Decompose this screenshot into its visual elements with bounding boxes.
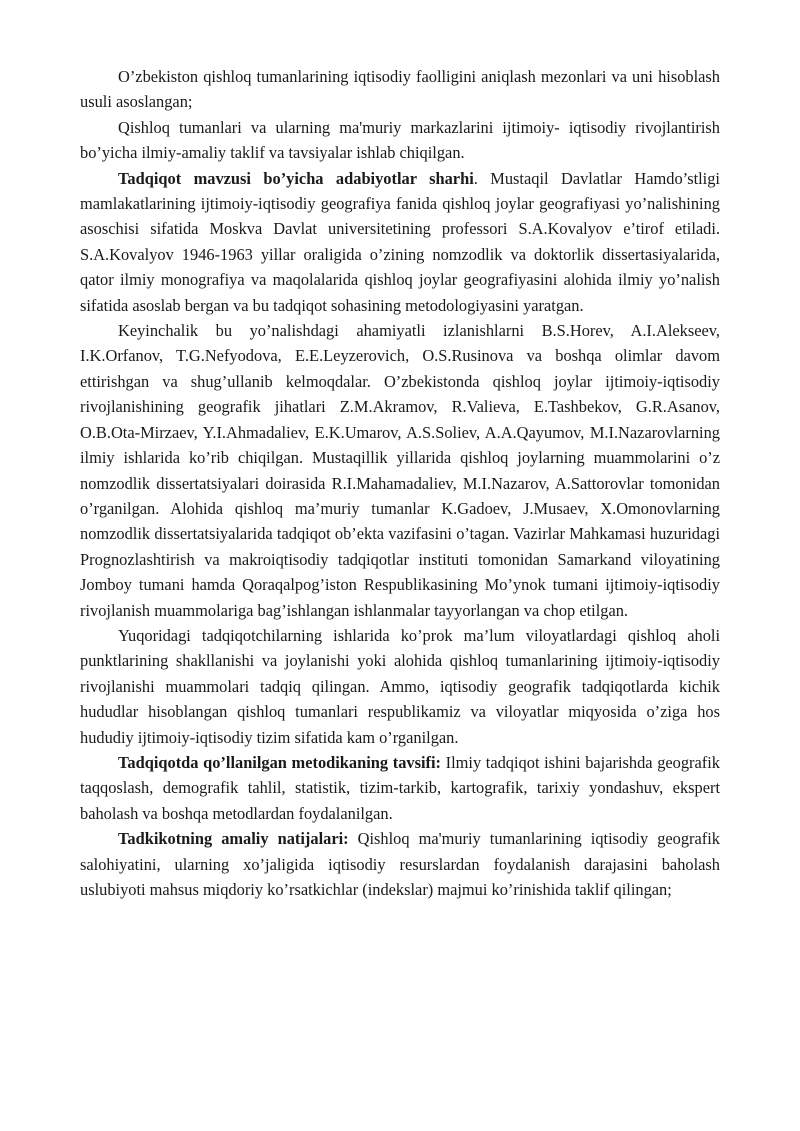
section-heading-practical-results: Tadkikotning amaliy natijalari: xyxy=(118,829,349,849)
paragraph-literature-review xyxy=(80,166,720,318)
paragraph-text: . Mustaqil Davlatlar Hamdo’stligi mamlakatlarining ijtimoiy-iqtisodiy geografiya fanida qishloq joylar geografiyasi yo’nalishining asoschisi sifatida Moskva Davlat universitetining professori S.A.Kovalyov e’tirof etiladi. S.A.Kovalyov 1946-1963 yillar oraligida o’zining nomzodlik va doktorlik dissertasiyalarida, qator ilmiy monografiya va maqolalarida qishloq joylar geografiyasini alohida ilmiy yo’nalish sifatida asoslab bergan va bu tadqiqot sohasining metodologiyasini yaratgan. xyxy=(80,168,720,315)
paragraph-text: Qishloq ma'muriy tumanlarining iqtisodiy geografik salohiyatini, ularning xo’jaligida iqtisodiy resurslardan foydalanish darajasini baholash uslubiyoti mahsus miqdoriy ko’rsatkichlar (indekslar) majmui ko’rinishida taklif qilingan; xyxy=(80,829,720,899)
paragraph-recommendations xyxy=(80,115,720,166)
paragraph-text: Qishloq tumanlari va ularning ma'muriy markazlarini ijtimoiy- iqtisodiy rivojlantirish bo’yicha ilmiy-amaliy taklif va tavsiyalar ishlab chiqilgan. xyxy=(80,117,720,163)
paragraph-text: Keyinchalik bu yo’nalishdagi ahamiyatli izlanishlarni B.S.Horev, A.I.Alekseev, I.K.Orfanov, T.G.Nefyodova, E.E.Leyzerovich, O.S.Rusinova va boshqa olimlar davom ettirishgan va shug’ullanib kelmoqdalar. O’zbekistonda qishloq joylar ijtimoiy-iqtisodiy rivojlanishining geografik jihatlari Z.M.Akramov, R.Valieva, E.Tashbekov, G.R.Asanov, O.B.Ota-Mirzaev, Y.I.Ahmadaliev, E.K.Umarov, A.S.Soliev, A.A.Qayumov, M.I.Nazarovlarning ilmiy ishlarida ko’rib chiqilgan. Mustaqillik yillarida qishloq joylarning muammolarini o’z nomzodlik dissertatsiyalari doirasida R.I.Mahamadaliev, M.I.Nazarov, A.Sattorovlar tomonidan o’rganilgan. Alohida qishloq ma’muriy tumanlar K.Gadoev, J.Musaev, X.Omonovlarning nomzodlik dissertatsiyalarida tadqiqot ob’ekta vazifasini o’tagan. Vazirlar Mahkamasi huzuridagi Prognozlashtirish va makroiqtisodiy tadqiqotlar instituti tomonidan Samarkand viloyatining Jomboy tumani hamda Qoraqalpog’iston Respublikasining Mo’ynok tumani ijtimoiy-iqtisodiy rivojlanish muammolariga bag’ishlangan ishlanmalar tayyorlangan va chop etilgan. xyxy=(80,321,720,620)
section-heading-literature-review: Tadqiqot mavzusi bo’yicha adabiyotlar sharhi xyxy=(118,168,474,188)
paragraph-methodology xyxy=(80,750,720,826)
paragraph-researchers xyxy=(80,318,720,623)
document-page xyxy=(80,64,720,902)
paragraph-text: Ilmiy tadqiqot ishini bajarishda geografik taqqoslash, demografik tahlil, statistik, tizim-tarkib, kartografik, tarixiy yondashuv, ekspert baholash va boshqa metodlardan foydalanilgan. xyxy=(80,752,720,823)
paragraph-practical-results xyxy=(80,826,720,902)
section-heading-methodology: Tadqiqotda qo’llanilgan metodikaning tavsifi: xyxy=(118,752,441,772)
paragraph-text: O’zbekiston qishloq tumanlarining iqtisodiy faolligini aniqlash mezonlari va uni hisoblash usuli asoslangan; xyxy=(80,67,720,112)
paragraph-text: Yuqoridagi tadqiqotchilarning ishlarida ko’prok ma’lum viloyatlardagi qishloq aholi punktlarining shakllanishi va joylanishi yoki alohida qishloq tumanlarining ijtimoiy-iqtisodiy rivojlanishi muammolari tadqiq qilingan. Ammo, iqtisodiy geografik tadqiqotlarda kichik hududlar hisoblangan qishloq tumanlari respublikamiz va viloyatlar miqyosida o’ziga hos hududiy ijtimoiy-iqtisodiy tizim sifatida kam o’rganilgan. xyxy=(80,625,720,747)
paragraph-criteria xyxy=(80,64,720,115)
paragraph-research-gap xyxy=(80,623,720,750)
